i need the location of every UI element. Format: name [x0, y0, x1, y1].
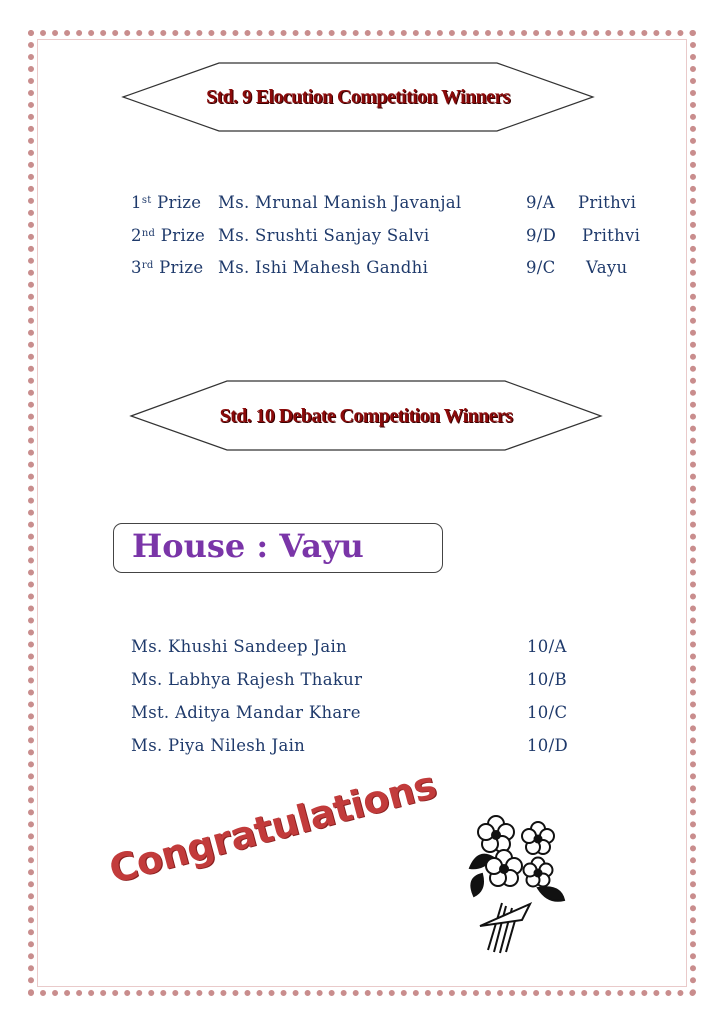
winner-name: Ms. Srushti Sanjay Salvi	[218, 226, 430, 245]
member-name: Ms. Piya Nilesh Jain	[131, 736, 306, 755]
flower-bouquet-icon	[460, 808, 570, 962]
member-class: 10/D	[527, 736, 568, 755]
house-label: House : Vayu	[132, 527, 364, 565]
winner-row	[131, 226, 205, 245]
congratulations-text: Congratulations	[104, 762, 441, 892]
winner-class: 9/C	[526, 258, 556, 277]
winner-name: Ms. Ishi Mahesh Gandhi	[218, 258, 429, 277]
member-name: Ms. Khushi Sandeep Jain	[131, 637, 347, 656]
winner-class: 9/A	[526, 193, 555, 212]
winner-row	[131, 193, 201, 212]
elocution-title: Std. 9 Elocution Competition Winners	[206, 85, 510, 108]
winner-house: Prithvi	[578, 193, 637, 212]
member-class: 10/B	[527, 670, 567, 689]
debate-title: Std. 10 Debate Competition Winners	[219, 404, 513, 427]
winner-class: 9/D	[526, 226, 557, 245]
winner-house: Vayu	[586, 258, 628, 277]
house-box	[113, 523, 443, 573]
member-name: Mst. Aditya Mandar Khare	[131, 703, 361, 722]
prize-label: 2nd Prize	[131, 226, 206, 245]
winner-house: Prithvi	[582, 226, 641, 245]
member-class: 10/C	[527, 703, 568, 722]
elocution-title-banner	[121, 62, 595, 132]
prize-label: 3rd Prize	[131, 258, 204, 277]
prize-label: 1st Prize	[131, 193, 202, 212]
winner-row	[131, 258, 203, 277]
debate-title-banner	[129, 380, 603, 452]
member-name: Ms. Labhya Rajesh Thakur	[131, 670, 363, 689]
winner-name: Ms. Mrunal Manish Javanjal	[218, 193, 462, 212]
member-class: 10/A	[527, 637, 567, 656]
